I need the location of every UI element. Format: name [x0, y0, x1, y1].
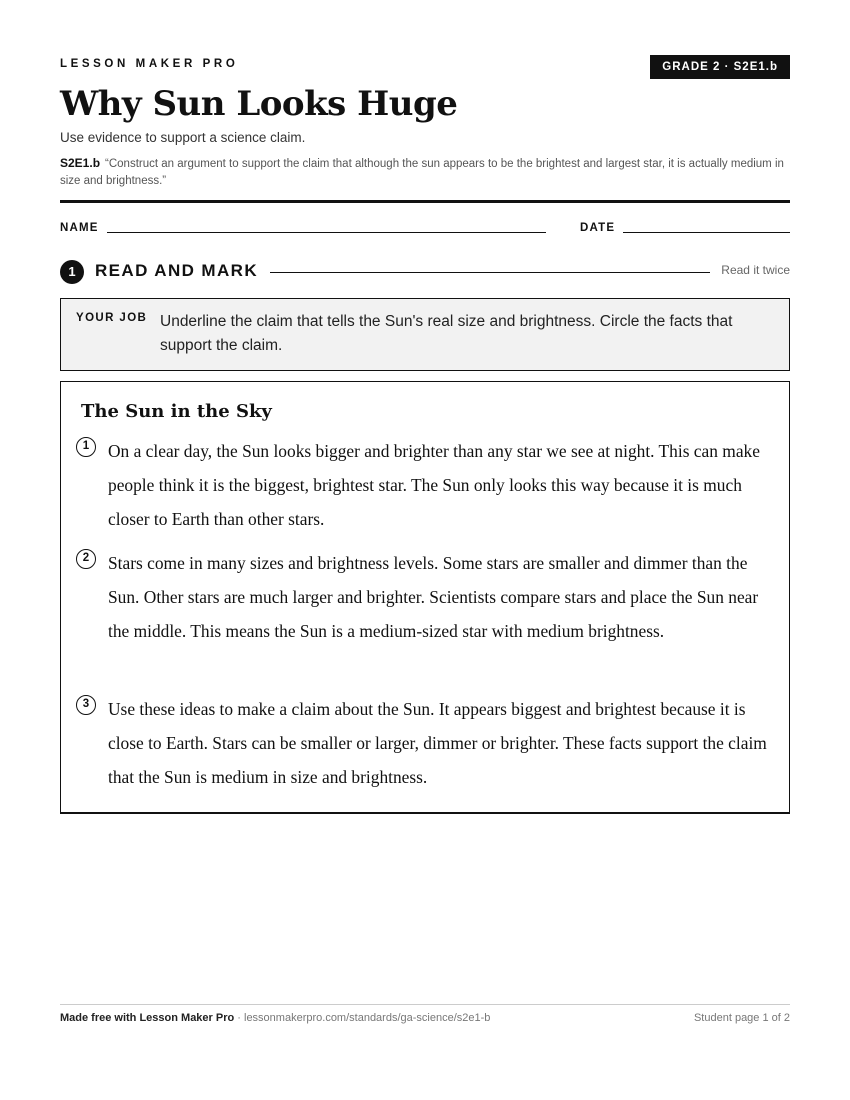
paragraph-number: 1 — [76, 437, 96, 457]
paragraph-text: On a clear day, the Sun looks bigger and brighter than any star we see at night. This can make people think it is the biggest, brightest star. The Sun only looks this way because it is much closer to Earth than other stars. — [108, 441, 760, 529]
standard-description — [60, 155, 790, 190]
section-divider — [270, 272, 710, 273]
paragraph-number: 3 — [76, 695, 96, 715]
your-job-instructions: Underline the claim that tells the Sun's real size and brightness. Circle the facts that support the claim. — [160, 313, 733, 354]
page-title: Why Sun Looks Huge — [60, 84, 458, 124]
worksheet-page — [60, 0, 790, 1100]
name-label: NAME — [60, 222, 99, 234]
brand-name: LESSON MAKER PRO — [60, 58, 239, 70]
section-number-badge: 1 — [60, 260, 84, 284]
footer-made-with: Made free with Lesson Maker Pro — [60, 1012, 235, 1024]
reading-passage — [60, 381, 790, 814]
your-job-label: YOUR JOB — [76, 312, 148, 324]
footer-credit — [60, 1012, 490, 1024]
footer-divider — [60, 1004, 790, 1005]
footer-url[interactable]: lessonmakerpro.com/standards/ga-science/s2e1-b — [244, 1012, 491, 1024]
paragraph-number: 2 — [76, 549, 96, 569]
date-label: DATE — [580, 222, 616, 234]
date-field-line[interactable] — [623, 232, 790, 233]
your-job-box — [60, 298, 790, 371]
header-divider — [60, 200, 790, 203]
footer-page-info: Student page 1 of 2 — [693, 1012, 790, 1024]
section-note: Read it twice — [721, 263, 790, 277]
passage-title: The Sun in the Sky — [81, 401, 272, 422]
paragraph-text: Use these ideas to make a claim about the Sun. It appears biggest and brightest because it is close to Earth. Stars can be smaller or larger, dimmer or brighter. These facts support the claim that the Sun is medium in size and brightness. — [108, 699, 767, 787]
grade-badge: GRADE 2 · S2E1.b — [650, 55, 790, 79]
name-field-line[interactable] — [107, 232, 546, 233]
footer-separator: · — [234, 1012, 244, 1024]
section-title: READ AND MARK — [95, 261, 259, 280]
paragraph-text: Stars come in many sizes and brightness levels. Some stars are smaller and dimmer than the Sun. Other stars are much larger and brighter. Scientists compare stars and place the Sun near the middle. This means the Sun is a medium-sized star with medium brightness. — [108, 553, 759, 641]
standard-code: S2E1.b — [60, 156, 101, 170]
page-subtitle: Use evidence to support a science claim. — [60, 130, 306, 145]
standard-text: “Construct an argument to support the claim that although the sun appears to be the brightest and largest star, it is actually medium in size and brightness.” — [60, 158, 784, 187]
